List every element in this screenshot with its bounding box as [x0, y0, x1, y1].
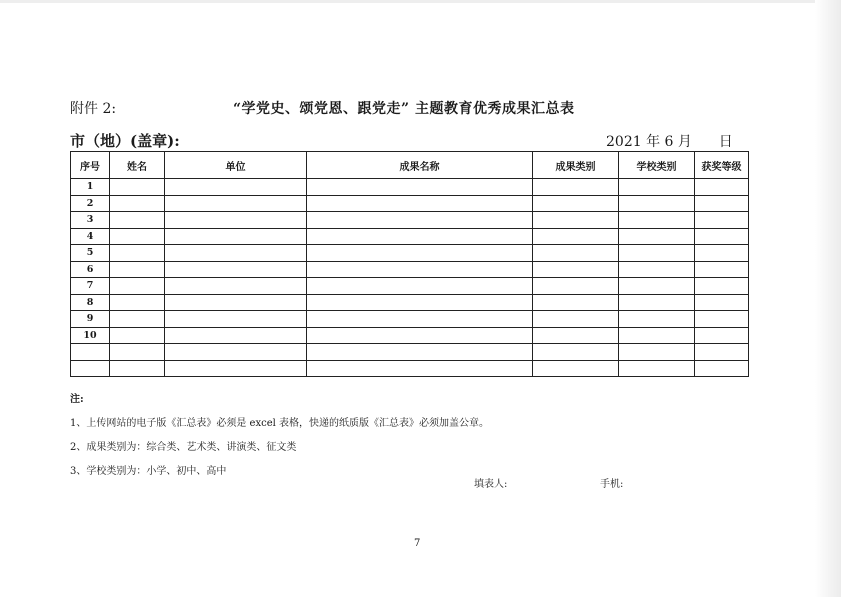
- table-cell: [619, 344, 695, 361]
- table-cell: [695, 195, 749, 212]
- row-number-cell: 10: [71, 327, 110, 344]
- table-cell: [619, 179, 695, 196]
- attachment-label: 附件 2:: [70, 101, 117, 117]
- date-year-month: 2021 年 6 月: [606, 134, 692, 150]
- table-cell: [110, 294, 165, 311]
- row-number-cell: 1: [71, 179, 110, 196]
- table-row: [71, 245, 749, 262]
- table-cell: [165, 294, 307, 311]
- table-row: [71, 228, 749, 245]
- table-cell: [695, 311, 749, 328]
- filler-label: 填表人:: [474, 479, 508, 490]
- table-cell: [307, 360, 533, 377]
- scan-edge-top: [0, 0, 841, 3]
- table-cell: [695, 294, 749, 311]
- row-number-cell: [71, 344, 110, 361]
- table-cell: [165, 311, 307, 328]
- table-row: [71, 261, 749, 278]
- summary-table: [70, 151, 749, 377]
- column-header: 单位: [165, 152, 307, 179]
- table-cell: [165, 195, 307, 212]
- table-cell: [165, 344, 307, 361]
- table-cell: [619, 245, 695, 262]
- city-seal-label: 市（地）(盖章):: [70, 132, 180, 150]
- row-number-cell: 6: [71, 261, 110, 278]
- row-number-cell: 4: [71, 228, 110, 245]
- table-row: [71, 195, 749, 212]
- table-cell: [307, 212, 533, 229]
- table-cell: [307, 344, 533, 361]
- table-cell: [307, 311, 533, 328]
- table-cell: [533, 294, 619, 311]
- table-cell: [165, 278, 307, 295]
- table-cell: [695, 245, 749, 262]
- table-row: [71, 179, 749, 196]
- table-cell: [165, 212, 307, 229]
- page-number: 7: [414, 538, 421, 549]
- note-item: 1、上传网站的电子版《汇总表》必须是 excel 表格，快递的纸质版《汇总表》必须加盖公章。: [70, 418, 489, 429]
- table-cell: [307, 195, 533, 212]
- table-cell: [695, 261, 749, 278]
- table-cell: [533, 360, 619, 377]
- table-row: [71, 344, 749, 361]
- table-cell: [695, 327, 749, 344]
- date-line: [606, 131, 733, 151]
- column-header: 成果名称: [307, 152, 533, 179]
- table-cell: [110, 344, 165, 361]
- table-cell: [695, 344, 749, 361]
- row-number-cell: 2: [71, 195, 110, 212]
- table-cell: [110, 195, 165, 212]
- note-item: 3、学校类别为：小学、初中、高中: [70, 466, 227, 477]
- table-cell: [533, 212, 619, 229]
- table-cell: [619, 261, 695, 278]
- table-row: [71, 360, 749, 377]
- table-cell: [307, 327, 533, 344]
- table-row: [71, 212, 749, 229]
- row-number-cell: 5: [71, 245, 110, 262]
- table-header-row: [71, 152, 749, 179]
- table-row: [71, 327, 749, 344]
- table-cell: [695, 179, 749, 196]
- table-cell: [307, 261, 533, 278]
- table-cell: [695, 360, 749, 377]
- row-number-cell: 9: [71, 311, 110, 328]
- table-cell: [533, 261, 619, 278]
- table-cell: [165, 245, 307, 262]
- document-title: “学党史、颂党恩、跟党走” 主题教育优秀成果汇总表: [233, 101, 575, 117]
- table-cell: [165, 228, 307, 245]
- table-cell: [533, 344, 619, 361]
- notes-title: 注:: [70, 394, 84, 405]
- table-cell: [307, 278, 533, 295]
- table-row: [71, 294, 749, 311]
- table-body: [71, 179, 749, 377]
- table-row: [71, 311, 749, 328]
- table-cell: [619, 311, 695, 328]
- table-cell: [619, 228, 695, 245]
- table-cell: [165, 360, 307, 377]
- table-cell: [110, 245, 165, 262]
- table-cell: [307, 245, 533, 262]
- table-cell: [110, 311, 165, 328]
- table-cell: [110, 327, 165, 344]
- table-cell: [110, 360, 165, 377]
- table-cell: [533, 278, 619, 295]
- row-number-cell: 3: [71, 212, 110, 229]
- table-cell: [110, 278, 165, 295]
- table-cell: [165, 327, 307, 344]
- table-cell: [533, 327, 619, 344]
- table-cell: [307, 228, 533, 245]
- table-cell: [533, 179, 619, 196]
- table-cell: [110, 228, 165, 245]
- table-cell: [533, 311, 619, 328]
- phone-label: 手机:: [600, 479, 624, 490]
- date-day: 日: [718, 134, 733, 150]
- table-cell: [695, 278, 749, 295]
- table-cell: [533, 228, 619, 245]
- note-item: 2、成果类别为：综合类、艺术类、讲演类、征文类: [70, 442, 297, 453]
- table-cell: [307, 179, 533, 196]
- column-header: 姓名: [110, 152, 165, 179]
- table-cell: [619, 294, 695, 311]
- table-cell: [619, 360, 695, 377]
- column-header: 学校类别: [619, 152, 695, 179]
- table-cell: [533, 195, 619, 212]
- row-number-cell: 7: [71, 278, 110, 295]
- row-number-cell: 8: [71, 294, 110, 311]
- table-cell: [695, 228, 749, 245]
- table-cell: [110, 261, 165, 278]
- table-cell: [307, 294, 533, 311]
- scan-edge-right: [815, 0, 841, 597]
- column-header: 获奖等级: [695, 152, 749, 179]
- table-cell: [533, 245, 619, 262]
- table-row: [71, 278, 749, 295]
- column-header: 成果类别: [533, 152, 619, 179]
- table-cell: [165, 261, 307, 278]
- table-cell: [619, 278, 695, 295]
- table-cell: [619, 195, 695, 212]
- table-cell: [619, 327, 695, 344]
- table-cell: [695, 212, 749, 229]
- table-cell: [110, 179, 165, 196]
- row-number-cell: [71, 360, 110, 377]
- column-header: 序号: [71, 152, 110, 179]
- table-cell: [110, 212, 165, 229]
- table-cell: [619, 212, 695, 229]
- table-cell: [165, 179, 307, 196]
